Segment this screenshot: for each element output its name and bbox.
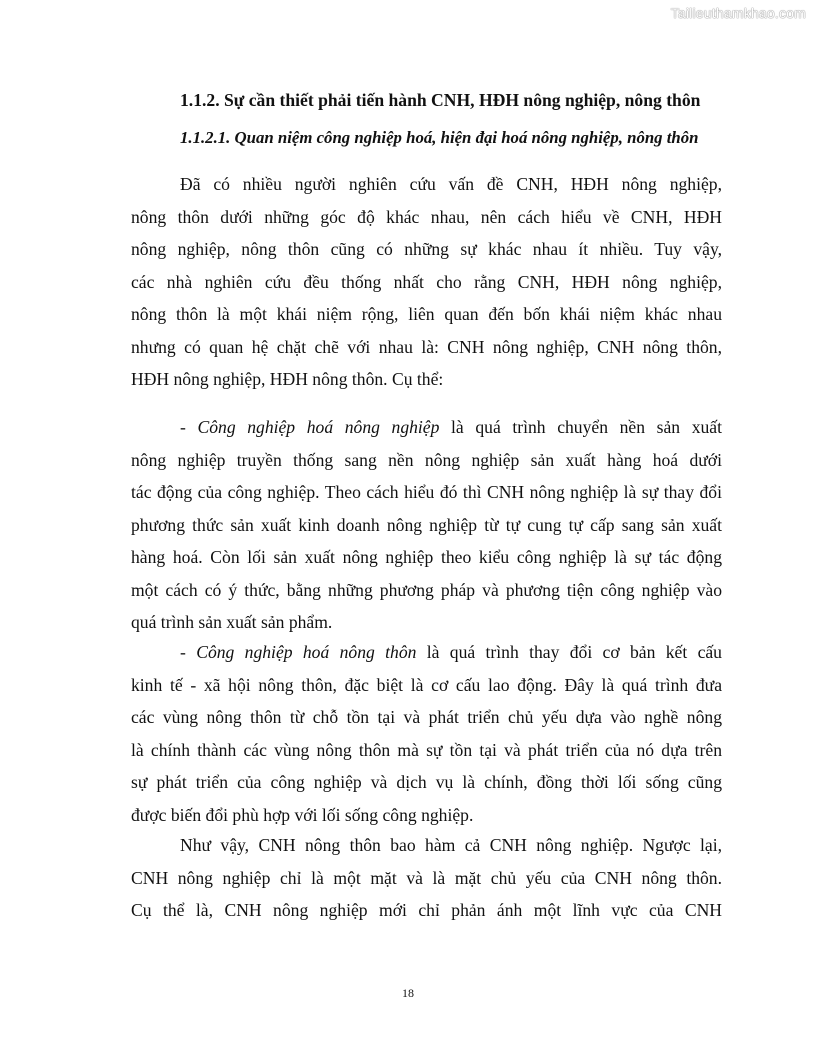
text-line: được biến đổi phù hợp với lối sống công nghiệp.	[131, 804, 474, 825]
text-line: các vùng nông thôn từ chỗ tồn tại và phát triển chủ yếu dựa vào nghề nông	[131, 707, 722, 727]
paragraph-2	[131, 411, 722, 639]
text-fragment: là quá trình thay đổi cơ bản kết cấu	[416, 642, 722, 662]
text-line: một cách có ý thức, bằng những phương pháp và phương tiện công nghiệp vào	[131, 579, 722, 600]
text-fragment: là quá trình chuyển nền sản xuất	[439, 417, 722, 437]
section-heading: 1.1.2. Sự cần thiết phải tiến hành CNH, HĐH nông nghiệp, nông thôn	[180, 90, 701, 110]
paragraph-3	[131, 636, 722, 831]
text-line: phương thức sản xuất kinh doanh nông nghiệp từ tự cung tự cấp sang sản xuất	[131, 514, 722, 535]
text-line: các nhà nghiên cứu đều thống nhất cho rằng CNH, HĐH nông nghiệp,	[131, 271, 722, 292]
paragraph-4	[131, 829, 722, 927]
subsection-heading: 1.1.2.1. Quan niệm công nghiệp hoá, hiện đại hoá nông nghiệp, nông thôn	[180, 128, 699, 147]
defined-term: Công nghiệp hoá nông nghiệp	[197, 417, 440, 437]
text-line: sự phát triển của công nghiệp và dịch vụ là chính, đồng thời lối sống cũng	[131, 772, 722, 792]
text-line: là chính thành các vùng nông thôn mà sự tồn tại và phát triển của nó dựa trên	[131, 739, 722, 760]
paragraph-1	[131, 168, 722, 396]
text-line: Đã có nhiều người nghiên cứu vấn đề CNH, HĐH nông nghiệp,	[180, 174, 722, 194]
list-dash: -	[180, 417, 198, 437]
text-line: nông thôn dưới những góc độ khác nhau, nên cách hiểu về CNH, HĐH	[131, 206, 722, 227]
watermark: Tailieuthamkhao.com	[670, 5, 806, 21]
text-line: quá trình sản xuất sản phẩm.	[131, 612, 333, 632]
text-line	[131, 636, 722, 669]
text-line: hàng hoá. Còn lối sản xuất nông nghiệp theo kiểu công nghiệp là sự tác động	[131, 547, 722, 567]
defined-term: Công nghiệp hoá nông thôn	[196, 642, 417, 662]
text-line	[131, 411, 722, 444]
list-dash: -	[180, 642, 197, 662]
text-line: kinh tế - xã hội nông thôn, đặc biệt là cơ cấu lao động. Đây là quá trình đưa	[131, 674, 722, 695]
text-line: nông thôn là một khái niệm rộng, liên quan đến bốn khái niệm khác nhau	[131, 304, 722, 324]
text-line: tác động của công nghiệp. Theo cách hiểu đó thì CNH nông nghiệp là sự thay đổi	[131, 482, 722, 502]
text-line: Cụ thể là, CNH nông nghiệp mới chỉ phản ánh một lĩnh vực của CNH	[131, 900, 722, 920]
text-line: nông nghiệp, nông thôn cũng có những sự khác nhau ít nhiều. Tuy vậy,	[131, 239, 722, 259]
text-line: CNH nông nghiệp chỉ là một mặt và là mặt chủ yếu của CNH nông thôn.	[131, 867, 722, 888]
text-line: nông nghiệp truyền thống sang nền nông nghiệp sản xuất hàng hoá dưới	[131, 449, 722, 470]
text-line: nhưng có quan hệ chặt chẽ với nhau là: CNH nông nghiệp, CNH nông thôn,	[131, 336, 722, 357]
page-number: 18	[402, 986, 414, 1000]
text-line: HĐH nông nghiệp, HĐH nông thôn. Cụ thể:	[131, 369, 444, 389]
text-line: Như vậy, CNH nông thôn bao hàm cả CNH nông nghiệp. Ngược lại,	[180, 835, 722, 855]
